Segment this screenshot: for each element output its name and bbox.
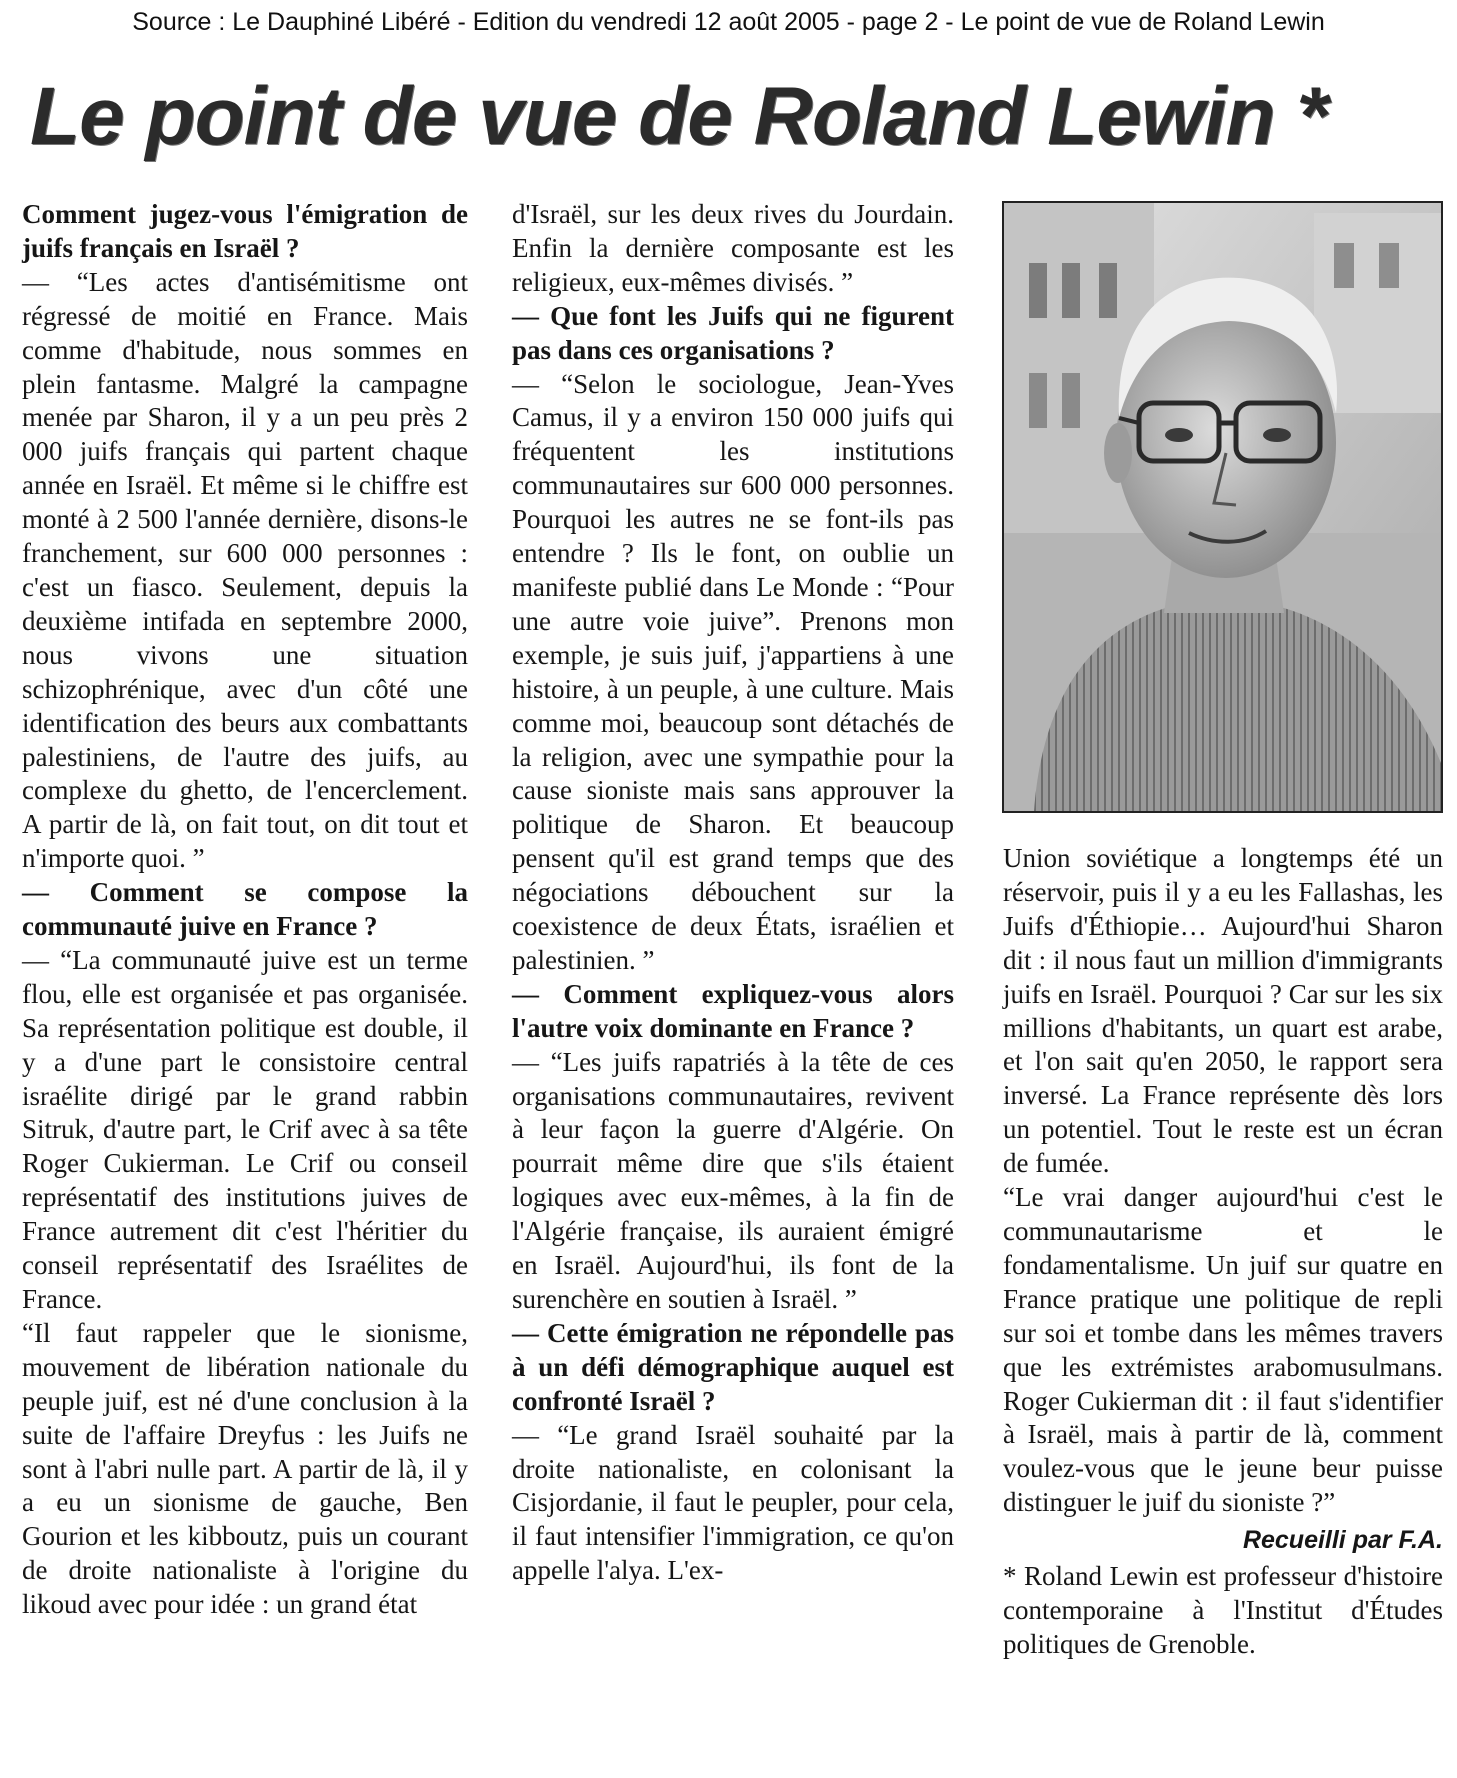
question-1: Comment jugez-vous l'émigration de juifs français en Israël ?: [22, 199, 468, 263]
answer-5-continued: Union soviétique a longtemps été un réservoir, puis il y a eu les Fallashas, les Juifs d'Éthiopie… Aujourd'hui Sharon dit : il nous faut un million d'immigrants juifs en Israël. Pourquoi ? Car sur les six millions d'habitants, un quart est arabe, et l'on sait qu'en 2050, le rapport sera inversé. La France représente dès lors un potentiel. Tout le reste est un écran de fumée.: [1003, 843, 1443, 1179]
footnote: * Roland Lewin est professeur d'histoire contemporaine à l'Institut d'Études politiques de Grenoble.: [1003, 1561, 1443, 1659]
signature: Recueilli par F.A.: [1242, 1526, 1443, 1555]
headline: Le point de vue de Roland Lewin *: [30, 71, 1328, 162]
answer-5-end: “Le vrai danger aujourd'hui c'est le communautarisme et le fondamentalisme. Un juif sur quatre en France pratique une politique de repli sur soi et tombe dans les mêmes travers que les extrémistes arabomusulmans. Roger Cukierman dit : il faut s'identifier à Israël, mais à partir de là, comment voulez-vous que le jeune beur puisse distinguer le juif du sioniste ?”: [1003, 1182, 1443, 1518]
answer-2: — “La communauté juive est un terme flou, elle est organisée et pas organisée. Sa représentation politique est double, il y a d'une part le consistoire central israélite dirigé par le grand rabbin Sitruk, d'autre part, le Crif avec à sa tête Roger Cukierman. Le Crif ou conseil représentatif des institutions juives de France autrement dit c'est l'héritier du conseil représentatif des Israélites de France.: [22, 944, 468, 1314]
column-1: [22, 198, 468, 1622]
column-3: [1003, 842, 1443, 1662]
answer-5: — “Le grand Israël souhaité par la droite nationaliste, en colonisant la Cisjordanie, il faut le peupler, pour cela, il faut intensifier l'immigration, ce qu'on appelle l'alya. L'ex-: [512, 1419, 954, 1586]
source-line: Source : Le Dauphiné Libéré - Edition du vendredi 12 août 2005 - page 2 - Le point de vue de Roland Lewin: [132, 8, 1325, 36]
answer-1: — “Les actes d'antisémitisme ont régressé de moitié en France. Mais comme d'habitude, nous sommes en plein fantasme. Malgré la campagne menée par Sharon, il y a un peu près 2 000 juifs français qui partent chaque année en Israël. Et même si le chiffre est monté à 2 500 l'année dernière, disons-le franchement, sur 600 000 personnes : c'est un fiasco. Seulement, depuis la deuxième intifada en septembre 2000, nous vivons une situation schizophrénique, avec d'un côté une identification des beurs aux combattants palestiniens, de l'autre des juifs, au complexe du ghetto, de l'encerclement. A partir de là, on fait tout, on dit tout et n'importe quoi. ”: [22, 266, 468, 874]
answer-4: — “Les juifs rapatriés à la tête de ces organisations communautaires, revivent à leur façon la guerre d'Algérie. On pourrait même dire que s'ils étaient logiques avec eux-mêmes, à la fin de l'Algérie française, ils auraient émigré en Israël. Aujourd'hui, ils font de la surenchère en soutien à Israël. ”: [512, 1046, 954, 1314]
answer-3: — “Selon le sociologue, Jean-Yves Camus, il y a environ 150 000 juifs qui fréquentent les institutions communautaires sur 600 000 personnes. Pourquoi les autres ne se font-ils pas entendre ? Ils le font, on oublie un manifeste publié dans Le Monde : “Pour une autre voie juive”. Prenons mon exemple, je suis juif, j'appartiens à une histoire, à un peuple, à une culture. Mais comme moi, beaucoup sont détachés de la religion, avec une sympathie pour la cause sioniste mais sans approuver la politique de Sharon. Et beaucoup pensent qu'il est grand temps que des négociations débouchent sur la coexistence de deux États, israélien et palestinien. ”: [512, 368, 954, 975]
question-5: — Cette émigration ne répondelle pas à un défi démographique auquel est confronté Israël ?: [512, 1317, 954, 1416]
portrait-photo: [1002, 201, 1443, 813]
column-2: [512, 198, 954, 1588]
answer-2-continued: “Il faut rappeler que le sionisme, mouvement de libération nationale du peuple juif, est né d'une conclusion à la suite de l'affaire Dreyfus : les Juifs ne sont à l'abri nulle part. A partir de là, il y a eu un sionisme de gauche, Ben Gourion et les kibboutz, puis un courant de droite nationaliste à l'origine du likoud avec pour idée : un grand état: [22, 1317, 468, 1620]
answer-2-end: d'Israël, sur les deux rives du Jourdain. Enfin la dernière composante est les religieux, eux-mêmes divisés. ”: [512, 199, 954, 297]
question-2: — Comment se compose la communauté juive en France ?: [22, 877, 468, 942]
question-4: — Comment expliquez-vous alors l'autre voix dominante en France ?: [512, 978, 954, 1043]
question-3: — Que font les Juifs qui ne figurent pas dans ces organisations ?: [512, 300, 954, 365]
